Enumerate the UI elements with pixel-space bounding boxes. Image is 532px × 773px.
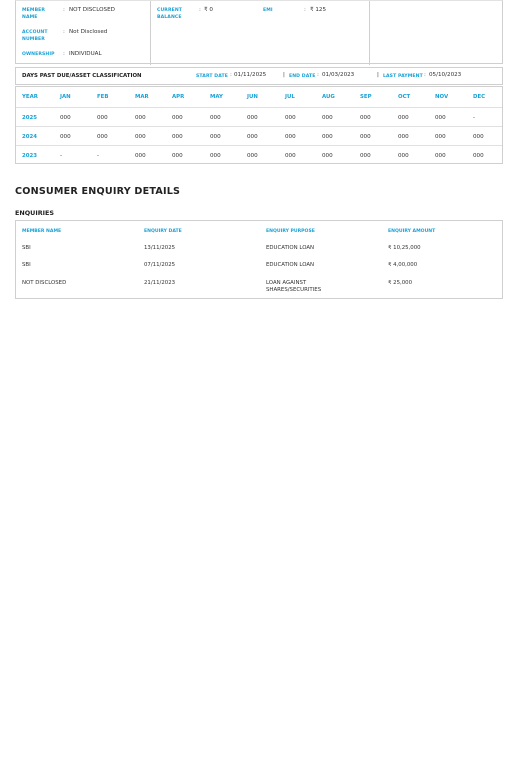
dpd-cell: 000 [285,134,296,140]
header-feb: FEB [97,94,109,100]
dpd-cell: 000 [97,134,108,140]
header-oct: OCT [398,94,411,100]
header-jan: JAN [60,94,71,100]
account-number-label: ACCOUNT NUMBER [22,30,48,42]
year-cell: 2024 [22,134,38,140]
enquiry-member: SBI [22,245,31,251]
dpd-row-2024 [16,126,502,146]
dpd-cell: 000 [285,153,296,159]
dpd-cell: 000 [172,115,183,121]
member-name-value: NOT DISCLOSED [69,7,115,13]
dpd-cell: 000 [135,134,146,140]
enquiry-purpose: EDUCATION LOAN [266,262,315,268]
separator: | [377,72,379,78]
start-date-value: 01/11/2025 [234,72,267,78]
dpd-cell: 000 [247,153,258,159]
colon: : [63,7,65,13]
start-date-label: START DATE [196,74,228,79]
dpd-cell: 000 [435,153,446,159]
enquiry-member: SBI [22,262,31,268]
dpd-cell: 000 [322,115,333,121]
header-enquiry-purpose: ENQUIRY PURPOSE [266,229,315,234]
year-cell: 2025 [22,115,38,121]
dpd-cell: 000 [398,153,409,159]
emi-value: ₹ 125 [310,7,327,13]
colon: : [424,72,426,78]
dpd-cell: 000 [172,134,183,140]
member-name-label: MEMBER NAME [22,8,46,20]
current-balance-label: CURRENT BALANCE [157,8,182,20]
dpd-cell: 000 [210,134,221,140]
dpd-cell: 000 [247,134,258,140]
last-payment-label: LAST PAYMENT [383,74,423,79]
header-sep: SEP [360,94,372,100]
year-cell: 2023 [22,153,38,159]
enquiry-date: 21/11/2023 [144,280,176,286]
last-payment-value: 05/10/2023 [429,72,462,78]
dpd-cell: 000 [435,134,446,140]
ownership-label: OWNERSHIP [22,52,55,57]
colon: : [304,7,306,13]
section-title: CONSUMER ENQUIRY DETAILS [15,186,181,197]
dpd-cell: 000 [322,153,333,159]
dpd-cell: 000 [360,153,371,159]
colon: : [63,51,65,57]
dpd-header-row [16,87,502,107]
dpd-cell: 000 [473,153,484,159]
emi-label: EMI [263,8,273,13]
enquiry-amount: ₹ 25,000 [388,280,413,286]
dpd-cell: 000 [60,115,71,121]
colon: : [230,72,232,78]
dpd-cell: 000 [97,115,108,121]
dpd-cell: 000 [435,115,446,121]
enquiry-amount: ₹ 10,25,000 [388,245,421,251]
column-divider [150,1,151,65]
colon: : [199,7,201,13]
dpd-cell: 000 [210,115,221,121]
dpd-row-2025 [16,107,502,127]
end-date-label: END DATE [289,74,316,79]
enquiry-purpose: EDUCATION LOAN [266,245,315,251]
header-enquiry-amount: ENQUIRY AMOUNT [388,229,436,234]
dpd-cell: 000 [360,115,371,121]
subsection-title: ENQUIRIES [15,209,54,217]
dpd-cell: 000 [398,134,409,140]
header-enquiry-date: ENQUIRY DATE [144,229,182,234]
dpd-cell: 000 [322,134,333,140]
dpd-cell: - [60,153,63,159]
dpd-cell: 000 [60,134,71,140]
dpd-cell: 000 [473,134,484,140]
dpd-cell: 000 [285,115,296,121]
dpd-cell: 000 [210,153,221,159]
dpd-cell: 000 [135,115,146,121]
header-apr: APR [172,94,185,100]
dpd-row-2023 [16,145,502,165]
header-may: MAY [210,94,223,100]
account-number-value: Not Disclosed [69,29,108,35]
current-balance-value: ₹ 0 [204,7,213,13]
colon: : [63,29,65,35]
dpd-header-bar [15,67,503,85]
dpd-cell: 000 [247,115,258,121]
end-date-value: 01/03/2023 [322,72,355,78]
dpd-cell: - [97,153,100,159]
dpd-cell: - [473,115,476,121]
enquiry-table [15,220,503,299]
enquiry-member: NOT DISCLOSED [22,280,67,286]
header-jul: JUL [285,94,295,100]
header-dec: DEC [473,94,486,100]
dpd-cell: 000 [172,153,183,159]
dpd-title: DAYS PAST DUE/ASSET CLASSIFICATION [22,73,142,79]
ownership-value: INDIVIDUAL [69,51,102,57]
dpd-table [15,86,503,164]
enquiry-date: 13/11/2025 [144,245,176,251]
header-year: YEAR [22,94,38,100]
separator: | [283,72,285,78]
dpd-cell: 000 [398,115,409,121]
dpd-cell: 000 [135,153,146,159]
header-member-name: MEMBER NAME [22,229,62,234]
header-mar: MAR [135,94,149,100]
dpd-cell: 000 [360,134,371,140]
enquiry-purpose: LOAN AGAINST SHARES/SECURITIES [266,280,322,293]
header-nov: NOV [435,94,449,100]
account-details-box [15,0,503,64]
enquiry-amount: ₹ 4,00,000 [388,262,418,268]
header-jun: JUN [247,94,258,100]
column-divider [369,1,370,65]
header-aug: AUG [322,94,335,100]
enquiry-date: 07/11/2025 [144,262,176,268]
colon: : [317,72,319,78]
